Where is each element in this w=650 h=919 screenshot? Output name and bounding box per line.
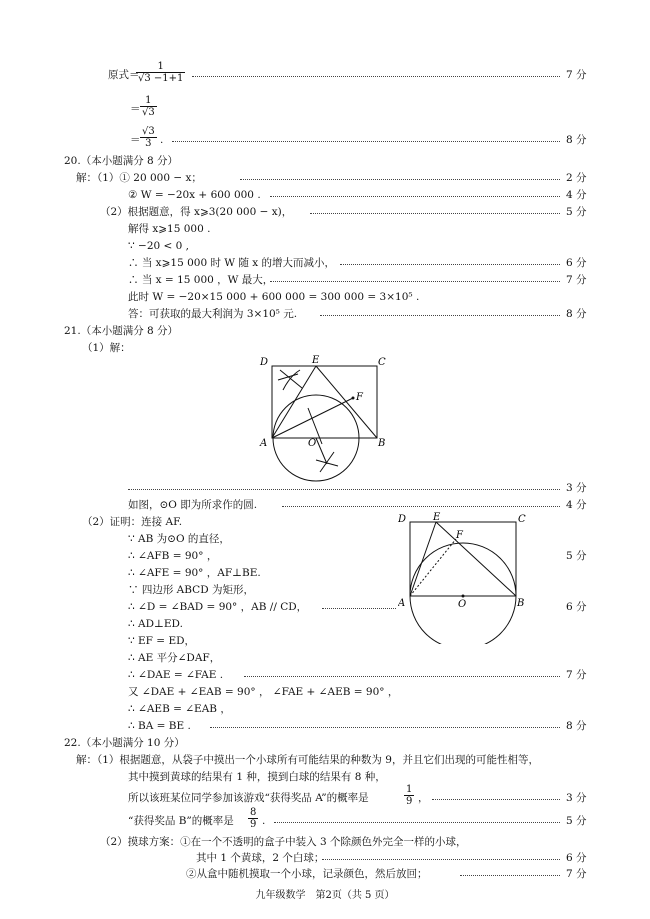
q21-line3	[0, 514, 650, 530]
label-e: E	[433, 512, 441, 523]
text: 解得 x⩾15 000 .	[128, 223, 211, 235]
score: 7 分	[566, 669, 587, 681]
line-step3	[0, 126, 650, 149]
score: 6 分	[566, 257, 587, 269]
text: ∴ ∠AFE = 90° ，AF⊥BE.	[128, 567, 261, 579]
text: 其中 1 个黄球，2 个白球；	[196, 852, 325, 864]
step3-fraction	[140, 126, 157, 149]
prob-a-fraction	[404, 784, 414, 807]
score: 3 分	[566, 482, 587, 494]
q21-line8	[0, 599, 650, 615]
q21-line11	[0, 650, 650, 666]
frac-den: 3	[145, 138, 152, 149]
q21-line10	[0, 633, 650, 649]
frac-den: 9	[250, 819, 257, 830]
q21-score3	[0, 480, 650, 496]
q22-line5	[0, 834, 650, 850]
q20-line5	[0, 238, 650, 254]
score: 5 分	[566, 206, 587, 218]
q20-line7	[0, 272, 650, 288]
q20-line9	[0, 306, 650, 322]
question-title: 21.（本小题满分 8 分）	[64, 325, 179, 337]
text: ∵ −20 < 0 ,	[128, 240, 190, 252]
frac-den: √3	[142, 107, 155, 118]
frac-num: 1	[406, 784, 413, 795]
label-d: D	[398, 514, 407, 525]
proof-figure	[398, 512, 536, 644]
line-step2	[0, 95, 650, 118]
text: （2）证明：连接 AF.	[82, 516, 183, 528]
label-o: O	[308, 438, 317, 449]
score: 6 分	[566, 852, 587, 864]
text: 其中摸到黄球的结果有 1 种，摸到白球的结果有 8 种，	[128, 771, 386, 783]
q22-line7	[0, 866, 650, 882]
frac-num: √3	[142, 126, 155, 137]
text: ∴ BA = BE .	[128, 720, 191, 732]
q20-heading	[0, 153, 650, 169]
score: 7 分	[566, 868, 587, 880]
text: ②从盒中随机摸取一个小球，记录颜色，然后放回；	[186, 868, 428, 880]
text: ∴ 当 x = 15 000 ，W 最大，	[128, 274, 274, 286]
score: 8 分	[566, 308, 587, 320]
label-a: A	[260, 438, 268, 449]
page-footer: 九年级数学 第2页（共 5 页）	[255, 890, 395, 901]
frac-num: 8	[250, 807, 257, 818]
text: （2）根据题意，得 x⩾3(20 000 − x)，	[100, 206, 293, 218]
expr-label: 原式＝	[108, 69, 140, 81]
label-o: O	[458, 599, 467, 610]
frac-den: 9	[406, 796, 413, 807]
q21-line6	[0, 565, 650, 581]
question-title: 20.（本小题满分 8 分）	[64, 155, 179, 167]
q22-line1	[0, 752, 650, 768]
q22-line4	[0, 807, 650, 830]
score: 7 分	[566, 274, 587, 286]
q20-line6	[0, 255, 650, 271]
suffix: ，	[418, 792, 429, 804]
label-a: A	[398, 598, 406, 609]
score: 2 分	[566, 172, 587, 184]
score: 5 分	[566, 550, 587, 562]
score: 5 分	[566, 815, 587, 827]
score: 3 分	[566, 792, 587, 804]
text: 答：可获取的最大利润为 3×10⁵ 元.	[128, 308, 298, 320]
text: ∴ 当 x⩾15 000 时 W 随 x 的增大而减小，	[128, 257, 336, 269]
text: 解：（1）根据题意，从袋子中摸出一个小球所有可能结果的种数为 9，并且它们出现的可能性相等，	[76, 754, 539, 766]
q21-line9	[0, 616, 650, 632]
label-f: F	[456, 530, 463, 541]
q20-line2	[0, 187, 650, 203]
q21-heading	[0, 323, 650, 339]
text: ∵ EF = ED，	[128, 635, 196, 647]
q21-line4	[0, 531, 650, 547]
frac-num: 1	[140, 95, 157, 107]
q22-heading	[0, 735, 650, 751]
label-c: C	[378, 357, 386, 368]
label-b: B	[517, 598, 525, 609]
q21-line2	[0, 497, 650, 513]
q21-line5	[0, 548, 650, 564]
label-f: F	[356, 392, 363, 403]
score: 4 分	[566, 189, 587, 201]
score: 8 分	[566, 720, 587, 732]
q22-line6	[0, 850, 650, 866]
text: ② W = −20x + 600 000 .	[128, 189, 261, 201]
q22-line3	[0, 784, 650, 807]
text: ∴ AE 平分∠DAF，	[128, 652, 221, 664]
suffix: .	[262, 815, 266, 827]
construction-figure	[250, 352, 400, 482]
text: ∴ ∠D = ∠BAD = 90° ，AB // CD，	[128, 601, 308, 613]
label-e: E	[312, 355, 320, 366]
q20-line4	[0, 221, 650, 237]
text: 解：（1）① 20 000 − x；	[76, 172, 202, 184]
line-original-expr	[0, 61, 650, 84]
text: ∴ ∠AFB = 90° ，	[128, 550, 218, 562]
eq-sign: ＝	[130, 134, 141, 146]
score: 4 分	[566, 499, 587, 511]
label-c: C	[518, 514, 526, 525]
step2-fraction	[140, 95, 157, 118]
score: 7 分	[566, 69, 587, 81]
text: ∵ 四边形 ABCD 为矩形，	[128, 584, 254, 596]
suffix: .	[160, 134, 164, 146]
text: （2）摸球方案：①在一个不透明的盒子中装入 3 个除颜色外完全一样的小球，	[100, 836, 467, 848]
question-title: 22.（本小题满分 10 分）	[64, 737, 185, 749]
text: “获得奖品 B”的概率是	[128, 815, 234, 827]
text: ∴ AD⊥ED.	[128, 618, 183, 630]
frac-den: √3 −1+1	[138, 73, 184, 84]
text: ∵ AB 为⊙O 的直径，	[128, 533, 230, 545]
text: ∴ ∠AEB = ∠EAB ，	[128, 703, 231, 715]
circle-o	[410, 543, 516, 644]
text: 如图，⊙O 即为所求作的圆.	[128, 499, 258, 511]
expr-fraction	[136, 61, 185, 84]
q20-line8	[0, 289, 650, 305]
q22-line2	[0, 769, 650, 785]
score: 8 分	[566, 134, 587, 146]
q20-line3	[0, 204, 650, 220]
text: 又 ∠DAE + ∠EAB = 90° ， ∠FAE + ∠AEB = 90° ，	[128, 686, 399, 698]
text: （1）解：	[82, 342, 131, 354]
score: 6 分	[566, 601, 587, 613]
label-b: B	[378, 438, 386, 449]
eq-sign: ＝	[130, 103, 141, 115]
label-d: D	[260, 357, 269, 368]
text: 所以该班某位同学参加该游戏“获得奖品 A”的概率是	[128, 792, 369, 804]
q21-line12	[0, 667, 650, 683]
frac-num: 1	[136, 61, 185, 73]
q21-line7	[0, 582, 650, 598]
text: 此时 W = −20×15 000 + 600 000 = 300 000 = 3×10⁵ .	[128, 291, 420, 303]
prob-b-fraction	[248, 807, 258, 830]
text: ∴ ∠DAE = ∠FAE .	[128, 669, 224, 681]
q21-line14	[0, 701, 650, 717]
q21-line13	[0, 684, 650, 700]
q21-line15	[0, 718, 650, 734]
rectangle-abcd	[410, 522, 516, 596]
q20-line1	[0, 170, 650, 186]
